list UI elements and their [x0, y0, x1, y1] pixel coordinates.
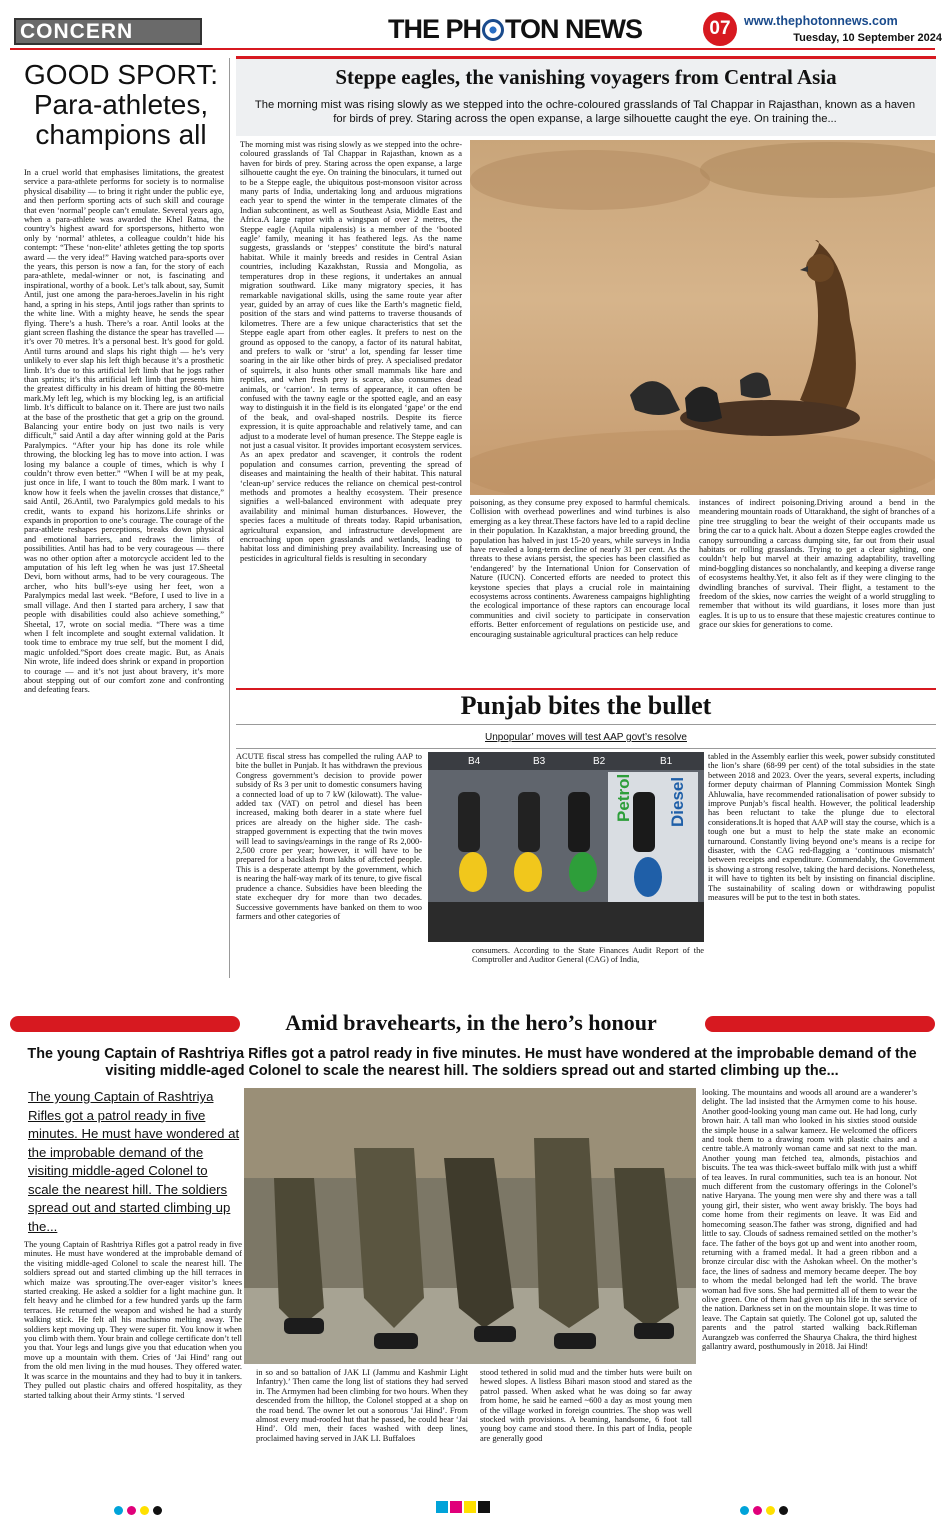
soldiers-image: [244, 1088, 696, 1364]
yellow-block: [464, 1501, 476, 1513]
pump-label-b4: B4: [468, 756, 481, 767]
brave-standfirst: The young Captain of Rashtriya Rifles got a patrol ready in five minutes. He must have wondered at the improbable demand of the visiting middle-aged Colonel to scale the nearest hill. The soldiers spread out and started climbing up the...: [27, 1046, 917, 1079]
steppe-col2: poisoning, as they consume prey exposed to harmful chemicals. Collision with overhead powerlines and wind turbines is also emerging as a key threat.These factors have led to a rapid decline in their population. In Kazakhstan, a major breeding ground, the population has halved in just 15-20 years, while surveys in India have revealed a long-term decline of nearly 31 per cent. As the threats to these avians persist, the species has been classified as ‘endangered’ by the International Union for Conservation of Nature (IUCN). Concerted efforts are needed to protect this keystone species that plays a crucial role in maintaining ecosystems across continents. Awareness campaigns highlighting the ecological importance of these raptors can encourage local communities and civil society to participate in conservation efforts. Better enforcement of regulations on pesticide use, and encouraging sustainable agricultural practices can help reduce: [470, 498, 690, 639]
punjab-subtitle: Unpopular’ moves will test AAP govt’s resolve: [485, 732, 687, 743]
good-sport-body: In a cruel world that emphasises limitations, the greatest service a para-athlete performs for society is to normalise physical disability — to bring it right under the public eye, and then perform sporting acts of such skill and courage that even ‘normal’ people can’t emulate. Several years ago, when a para-athlete was awarded the Khel Ratna, the country’s highest award for sportspersons, hitherto won only by ‘normal’ athletes, a colleague couldn’t hide his contempt: “These ‘non-elite’ athletes getting the top sports award — the very idea!” Having watched para-sports over the years, this person is now a fan, for the story of each para-athlete, medal-winner or not, is fascinating and inspirational, worthy of a book. Let’s talk about, say, Sumit Antil, just one among the para-heroes.Javelin in his right hand, a spring in his steps, Antil jogs rather than sprints to the white line. With a mighty heave, he sends the spear flying. There’s a hush. There’s a roar. Antil looks at the giant screen flashing the distance the spear has travelled — it’s over 70 metres. It’s a personal best. It’s good for gold. Antil turns around and slaps his right thigh — he’s very unlikely to ever slap his left thigh because it’s a prosthetic limb. It’s due to this artificial left limb that he jogs rather than sprints; it’s this artificial left limb that presents him the greatest difficulty in his dream of hitting the 80-metre mark.My left leg, which is my blocking leg, is an artificial limb. It’s difficult to balance on it. There are just two nails at the base of the prosthetic that get a grip on the ground. Balancing your entire body on just two nails is very difficult,” said Antil a day after winning gold at the Paris Paralympics. “After your hip has done its role while throwing, the blocking leg has to move into action. I was losing my balance a couple of times, which is why I couldn’t throw even better.” “When I will be at my peak, just once in life, I want to touch the 80m mark. I want to know how it feels when the javelin crosses that distance,” said Antil, 26.Antil, two Paralympics gold medals to his credit, wants to expand his horizons.Life shrinks or expands in proportion to one’s courage. The courage of the para-athlete reshapes perceptions, breaks down physical and emotional barriers, and redraws the limits of possibilities. Antil has had to be very courageous — there was no other option after a motorcycle accident led to the amputation of his left leg when he was just 17.Sheetal Devi, born without arms, had to be very courageous. The archer, who hits bull’s-eye using her feet, won a Paralympics medal last week. “Before, I used to live in a small village. And then I started para archery, I saw that people with disabilities could also achieve something,” Sheetal, 17, wrote on social media. “There was a time when I felt incomplete and sought external validation. It took time to embrace my true self, but the moment I did, magic unfolded.”Sport does create magic. But, as Anais Nin wrote, life indeed does shrink or expand in proportion to courage — and it’s not just about bravery, it’s more about stepping out of our comfort zone and confronting and defeating fears.: [24, 168, 224, 695]
photon-logo-icon: [482, 19, 504, 41]
fuel-pump-photo: [428, 752, 704, 942]
good-sport-title: [16, 60, 226, 150]
steppe-col3: instances of indirect poisoning.Driving around a bend in the meandering mountain roads of Uttarakhand, the sight of branches of a pine tree struggling to bear the weight of their occupants made us bring the car to a quick halt. About a dozen Steppe eagles crowded the canopy surrounding a carcass dumping site, far out from their usual habitats or rolling grasslands. Trying to get a clear sighting, one couldn’t help but marvel at their amazing adaptability, travelling mind-boggling distances so nonchalantly, and keeping a diverse range of ecosystems healthy.Yet, it also felt as if they were clinging to the dwindling branches of survival. Their flight, a testament to the freedom of the skies, now carries the weight of a world struggling to remember that without its wild guardians, it loses more than just eagles. It is up to us to ensure that these majestic creatures continue to grace our skies for generations to come.: [699, 498, 935, 630]
footer-marks-center: [436, 1500, 526, 1514]
footer-marks-left: [112, 1502, 222, 1514]
cyan-dot: [740, 1506, 749, 1515]
pump-word-diesel: Diesel: [668, 776, 687, 827]
yellow-dot: [140, 1506, 149, 1515]
pump-label-b2: B2: [593, 756, 606, 767]
good-sport-title-line: champions all: [35, 119, 207, 150]
soldiers-photo: [244, 1088, 696, 1364]
black-dot: [779, 1506, 788, 1515]
brave-col1: The young Captain of Rashtriya Rifles got a patrol ready in five minutes. He must have wondered at the improbable demand of the visiting middle-aged Colonel to scale the nearest hill. The soldiers spread out and started climbing up the hill terraces in which maize was sprouting.The over-eager visitor’s knees started creaking. He asked a soldier for a light machine gun. It felt heavy and he climbed for a few hundred yards up the farm terraces. He returned the weapon and wished he had a sturdy walking stick. He felt all his machismo melting away. The soldiers kept moving up. They were super fit. You know it when you climb with them. Your brain and college certificate don’t tell you that. Your legs and lungs give you that education when you move up a mountain with them. Cries of ‘Jai Hind’ rang out from the old men living in the mud houses. They offered water. It was scarce in the mountains and they had to buy it in tankers. They pulled out plastic chairs and offered hospitality, as they started talking about their Army stints. ‘I served: [24, 1240, 242, 1400]
brave-col2: in so and so battalion of JAK LI (Jammu and Kashmir Light Infantry).’ Then came the long list of stations they had served in. The Armymen had been climbing for two hours. When they descended from the hilltop, the Colonel stopped at a shop on the road bend. The owner let out a sonorous ‘Jai Hind’. From almost every mud-roofed hut that he passed, he could hear ‘Jai Hind’. Old men, their faces washed with deep lines, proclaimed having served in JAK LI. Buffaloes: [256, 1368, 468, 1443]
punjab-col1: ACUTE fiscal stress has compelled the ruling AAP to bite the bullet in Punjab. It has withdrawn the previous Congress government’s decision to provide power subsidy of Rs 3 per unit to domestic consumers having a connected load of up to 7 kW (kilowatt). The value-added tax (VAT) on petrol and diesel has been increased, making both dearer in a state where fuel prices are already on the higher side. The cash-strapped government is expecting that the twin moves will lead to savings/earnings in the range of Rs 2,000-2,500 crore per year; however, it will have to be prepared for a backlash from lakhs of affected people. This is a desperate attempt by the government, which is nearing the half-way mark of its tenure, to give fiscal prudence a chance. Subsidies have been bleeding the state exchequer dry for more than two decades. Successive governments have banked on them to woo farmers and other categories of: [236, 752, 422, 921]
steppe-title: Steppe eagles, the vanishing voyagers from Central Asia: [335, 65, 837, 89]
header-rule: [10, 48, 935, 50]
yellow-dot: [766, 1506, 775, 1515]
header: [0, 0, 945, 52]
masthead-right: TON NEWS: [505, 14, 643, 44]
eagle-scene-image: [470, 140, 935, 495]
masthead-left: THE PH: [388, 14, 482, 44]
black-block: [478, 1501, 490, 1513]
good-sport-title-line: Para-athletes,: [33, 89, 209, 120]
steppe-standfirst: The morning mist was rising slowly as we stepped into the ochre-coloured grasslands of Tal Chappar in Rajasthan, known as a haven for birds of prey. Staring across the open expanse, a large silhouette caught the eye. On training the...: [254, 99, 916, 125]
brave-col4: looking. The mountains and woods all around are a wanderer’s delight. The lad insisted that the Armymen come to his house. Another good-looking young man came out. He had long, curly brown hair. A tall man who looked in his sixties stood outside the simple house in a salwar kameez. He welcomed the officers and took them to a drawing room with plastic chairs and a centre table.A matronly woman came and sat next to the man. Another young man fetched tea, almonds, pistachios and biscuits. The tea was thick-sweet buffalo milk with just a whiff of tea leaves. In rural communities, such tea is an honour. Not much different from the customary offerings in the Colonel’s native Haryana. The young men were shy and there was a tall young girl, their sister, who went away briskly. The boys had come home from their regiments on leave. It was Eid and homecoming season.The father was strong, dignified and had little to say. Clouds of sadness remained settled on the mother’s face. The father of the boys got up and went into another room, returning with a framed medal. It had a green ribbon and a bronze circular disc with the Ashokan wheel. On the mother’s face, the lines of sadness and memory became deeper. The boy to whom the medal belonged had left the world. The brave woman had five sons. She had permitted all of them to wear the olive green. One of them had given up his life in the service of the nation. Darkness set in on the mountain slope. It was time to leave. The Captain sat quietly. The Colonel got up, saluted the parents and the patrol started walking back.Rifleman Aurangzeb was conferred the Shaurya Chakra, the third highest gallantry award, posthumously in 2018. Jai Hind!: [702, 1088, 917, 1351]
steppe-rule: [236, 56, 936, 59]
punjab-divider-2: [236, 748, 936, 749]
brave-col3: stood tethered in solid mud and the timber huts were built on hewed slopes. A listless Bihari mason stood and stared as the patrol passed. When asked what he was doing so far away from home, he said he earned ~600 a day as most young men of the village worked in foreign countries. The shop was well stocked with provisions. A beaming, handsome, 6 foot tall young boy came and stood there. In this part of India, people are generally good: [480, 1368, 692, 1443]
punjab-divider: [236, 724, 936, 725]
punjab-col3: tabled in the Assembly earlier this week, power subsidy constituted the lion’s share (68-99 per cent) of the total subsidies in the state between 2018 and 2023. Over the years, several experts, including former deputy chairman of Planning Commission Montek Singh Ahluwalia, have recommended rationalisation of power subsidy to improve Punjab’s fiscal health. However, the political leadership has been reluctant to take the plunge due to electoral considerations.It is hoped that AAP will stay the course, which is a tough one but a must to help the state make an economic turnaround. Constantly living beyond one’s means is a recipe for disaster, with the CAG red-flagging a ‘continuous mismatch’ between receipts and expenditure. Commendably, the Government is showing a strong resolve, taking the hard decisions. Nonetheless, it will have to tighten its belt by insisting on financial discipline. The sustainability of scaling down or withdrawing populist measures will be put to the test in both states.: [708, 752, 935, 903]
eagle-photo: [470, 140, 935, 495]
good-sport-title-line: GOOD SPORT:: [24, 59, 218, 90]
magenta-block: [450, 1501, 462, 1513]
steppe-col1: The morning mist was rising slowly as we stepped into the ochre-coloured grasslands of Tal Chappar in Rajasthan, known as a haven for birds of prey. Staring across the open expanse, a large silhouette caught the eye. On training the binoculars, it turned out to be a Steppe eagle, the ubiquitous post-monsoon visitor across many parts of India, undertaking long and arduous migrations each year to spend the winter in the temperate climates of the Indian subcontinent, as well as Southeast Asia, Middle East and Africa.A large raptor with a wingspan of over 2 metres, the Steppe eagle (Aquila nipalensis) is a member of the ‘booted eagle’ family, meaning it has feathered legs. As the name suggests, grasslands or ‘steppes’ constitute the bird’s natural habitat. While it mainly breeds and resides in Central Asian countries, including Kazakhstan, Russia and Mongolia, as temperatures drop in these regions, it undertakes an annual migration southward. Like many migratory species, it has remarkable navigational skills, using the same route year after year, guided by an array of cues like the Earth’s magnetic field, position of the stars and wind patterns to traverse thousands of kilometres. There are a few unique characteristics that set the Steppe eagle apart from other eagles. It prefers to nest on the ground as opposed to the canopy, a factor of its natural habitat, and prefers to walk or ‘strut’ a lot, spending far lesser time soaring in the air like other birds of prey. A specialised predator of squirrels, it also hunts other small mammals like hare and reptiles, and when fresh prey is scarce, also consumes dead animals, or ‘carrion’. In terms of appearance, it can often be confused with the tawny eagle or the spotted eagle, and an easy way to distinguish it in the field is its elongated ‘gape’ or the end of the beak, and oval-shaped nostrils. Despite its fierce expression, it is quite approachable and relatively tame, and can adjust to a moderate level of human presence. The Steppe eagle is not just a casual visitor. It provides important ecosystem services. As an apex predator and scavenger, it controls the rodent population and consumes carrion, preventing the spread of diseases and maintaining the health of their habitat. This natural ‘clean-up’ service reduces the reliance on chemical pest-control methods and promotes a healthy ecosystem. Their presence signifies a well-balanced environment with adequate prey availability and minimal human disturbances. However, the species faces a multitude of threats today. Rapid urbanisation, agricultural expansion, and infrastructure development are encroaching upon open grasslands and wetlands, leading to habitat loss and diminishing prey availability. Increasing use of pesticides in agricultural fields is resulting in secondary: [240, 140, 462, 563]
punjab-title: Punjab bites the bullet: [460, 691, 712, 720]
page-number: 07: [703, 12, 737, 46]
masthead: [388, 12, 708, 46]
punjab-col2: consumers. According to the State Finances Audit Report of the Comptroller and Auditor General (CAG) of India,: [472, 946, 704, 965]
brave-title: Amid bravehearts, in the hero’s honour: [285, 1010, 657, 1035]
website-link[interactable]: www.thephotonnews.com: [744, 14, 898, 28]
date: Tuesday, 10 September 2024: [793, 32, 942, 44]
brave-red-pill-left: [10, 1016, 240, 1032]
magenta-dot: [127, 1506, 136, 1515]
fuel-pump-image: [428, 752, 704, 942]
pump-label-b1: B1: [660, 756, 673, 767]
pullquote-box: [28, 1088, 240, 1234]
column-divider: [229, 58, 230, 978]
cyan-block: [436, 1501, 448, 1513]
pump-word-petrol: Petrol: [614, 773, 633, 822]
pump-label-b3: B3: [533, 756, 546, 767]
brave-red-pill-right: [705, 1016, 935, 1032]
magenta-dot: [753, 1506, 762, 1515]
footer-marks-right: [738, 1502, 848, 1514]
black-dot: [153, 1506, 162, 1515]
cyan-dot: [114, 1506, 123, 1515]
section-label: CONCERN: [20, 20, 134, 43]
pullquote-text: The young Captain of Rashtriya Rifles got a patrol ready in five minutes. He must have wondered at the improbable demand of the visiting middle-aged Colonel to scale the nearest hill. The soldiers spread out and started climbing up the...: [28, 1089, 240, 1234]
